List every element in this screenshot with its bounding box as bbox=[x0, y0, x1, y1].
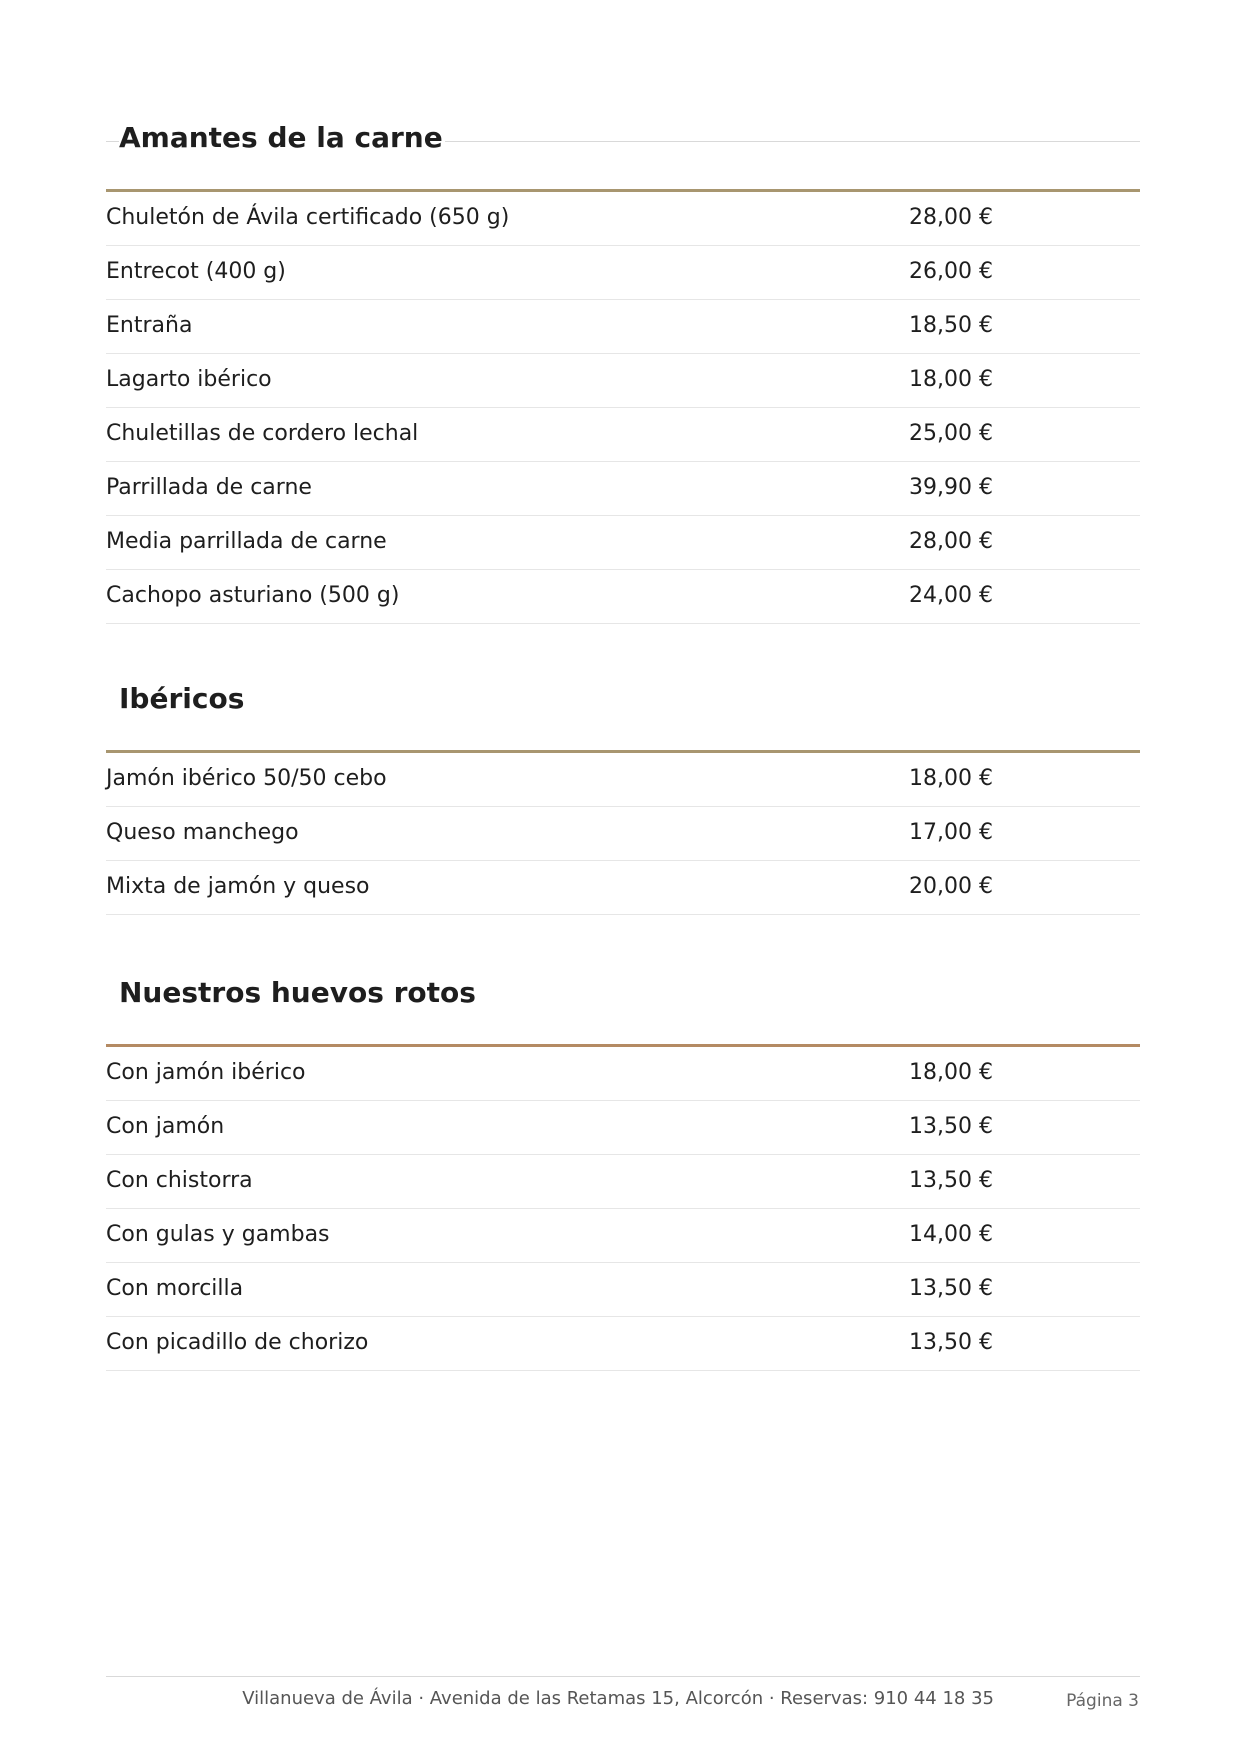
item-price: 39,90 € bbox=[909, 475, 993, 500]
section-title: Ibéricos bbox=[119, 682, 245, 715]
item-name: Cachopo asturiano (500 g) bbox=[106, 583, 400, 608]
item-price: 18,50 € bbox=[909, 313, 993, 338]
menu-item bbox=[106, 1317, 1140, 1371]
page-number: Página 3 bbox=[1066, 1691, 1139, 1711]
menu-item bbox=[106, 300, 1140, 354]
item-price: 18,00 € bbox=[909, 367, 993, 392]
item-name: Con jamón bbox=[106, 1114, 225, 1139]
menu-item bbox=[106, 807, 1140, 861]
item-name: Mixta de jamón y queso bbox=[106, 874, 370, 899]
item-name: Lagarto ibérico bbox=[106, 367, 272, 392]
item-price: 14,00 € bbox=[909, 1222, 993, 1247]
item-price: 28,00 € bbox=[909, 205, 993, 230]
menu-item bbox=[106, 1047, 1140, 1101]
menu-item bbox=[106, 1209, 1140, 1263]
item-name: Con jamón ibérico bbox=[106, 1060, 306, 1085]
item-price: 20,00 € bbox=[909, 874, 993, 899]
item-price: 13,50 € bbox=[909, 1330, 993, 1355]
section-amantes-de-la-carne bbox=[106, 121, 1140, 624]
item-price: 24,00 € bbox=[909, 583, 993, 608]
menu-item bbox=[106, 354, 1140, 408]
section-header bbox=[106, 121, 1140, 189]
item-name: Media parrillada de carne bbox=[106, 529, 387, 554]
menu-item bbox=[106, 1101, 1140, 1155]
item-price: 28,00 € bbox=[909, 529, 993, 554]
item-name: Chuletón de Ávila certificado (650 g) bbox=[106, 205, 510, 230]
item-name: Entraña bbox=[106, 313, 193, 338]
section-header bbox=[106, 682, 1140, 750]
section-title: Amantes de la carne bbox=[119, 121, 443, 154]
item-price: 13,50 € bbox=[909, 1114, 993, 1139]
item-price: 13,50 € bbox=[909, 1276, 993, 1301]
item-price: 13,50 € bbox=[909, 1168, 993, 1193]
item-name: Con chistorra bbox=[106, 1168, 253, 1193]
item-name: Jamón ibérico 50/50 cebo bbox=[106, 766, 387, 791]
menu-item bbox=[106, 861, 1140, 915]
menu-item bbox=[106, 1263, 1140, 1317]
menu-page bbox=[106, 0, 1140, 1754]
section-ibericos bbox=[106, 682, 1140, 915]
item-name: Entrecot (400 g) bbox=[106, 259, 286, 284]
menu-item bbox=[106, 570, 1140, 624]
section-header bbox=[106, 976, 1140, 1044]
item-name: Queso manchego bbox=[106, 820, 299, 845]
item-price: 18,00 € bbox=[909, 766, 993, 791]
menu-item bbox=[106, 408, 1140, 462]
footer-info: Villanueva de Ávila · Avenida de las Retamas 15, Alcorcón · Reservas: 910 44 18 35 bbox=[242, 1688, 994, 1709]
menu-item bbox=[106, 1155, 1140, 1209]
item-name: Con morcilla bbox=[106, 1276, 244, 1301]
menu-item bbox=[106, 462, 1140, 516]
section-title: Nuestros huevos rotos bbox=[119, 976, 476, 1009]
item-price: 17,00 € bbox=[909, 820, 993, 845]
item-name: Con picadillo de chorizo bbox=[106, 1330, 369, 1355]
menu-item bbox=[106, 192, 1140, 246]
item-name: Parrillada de carne bbox=[106, 475, 312, 500]
item-price: 25,00 € bbox=[909, 421, 993, 446]
item-price: 18,00 € bbox=[909, 1060, 993, 1085]
item-price: 26,00 € bbox=[909, 259, 993, 284]
menu-item bbox=[106, 516, 1140, 570]
menu-item bbox=[106, 753, 1140, 807]
footer-rule bbox=[106, 1676, 1140, 1677]
item-name: Chuletillas de cordero lechal bbox=[106, 421, 419, 446]
menu-item bbox=[106, 246, 1140, 300]
item-name: Con gulas y gambas bbox=[106, 1222, 330, 1247]
section-nuestros-huevos-rotos bbox=[106, 976, 1140, 1371]
